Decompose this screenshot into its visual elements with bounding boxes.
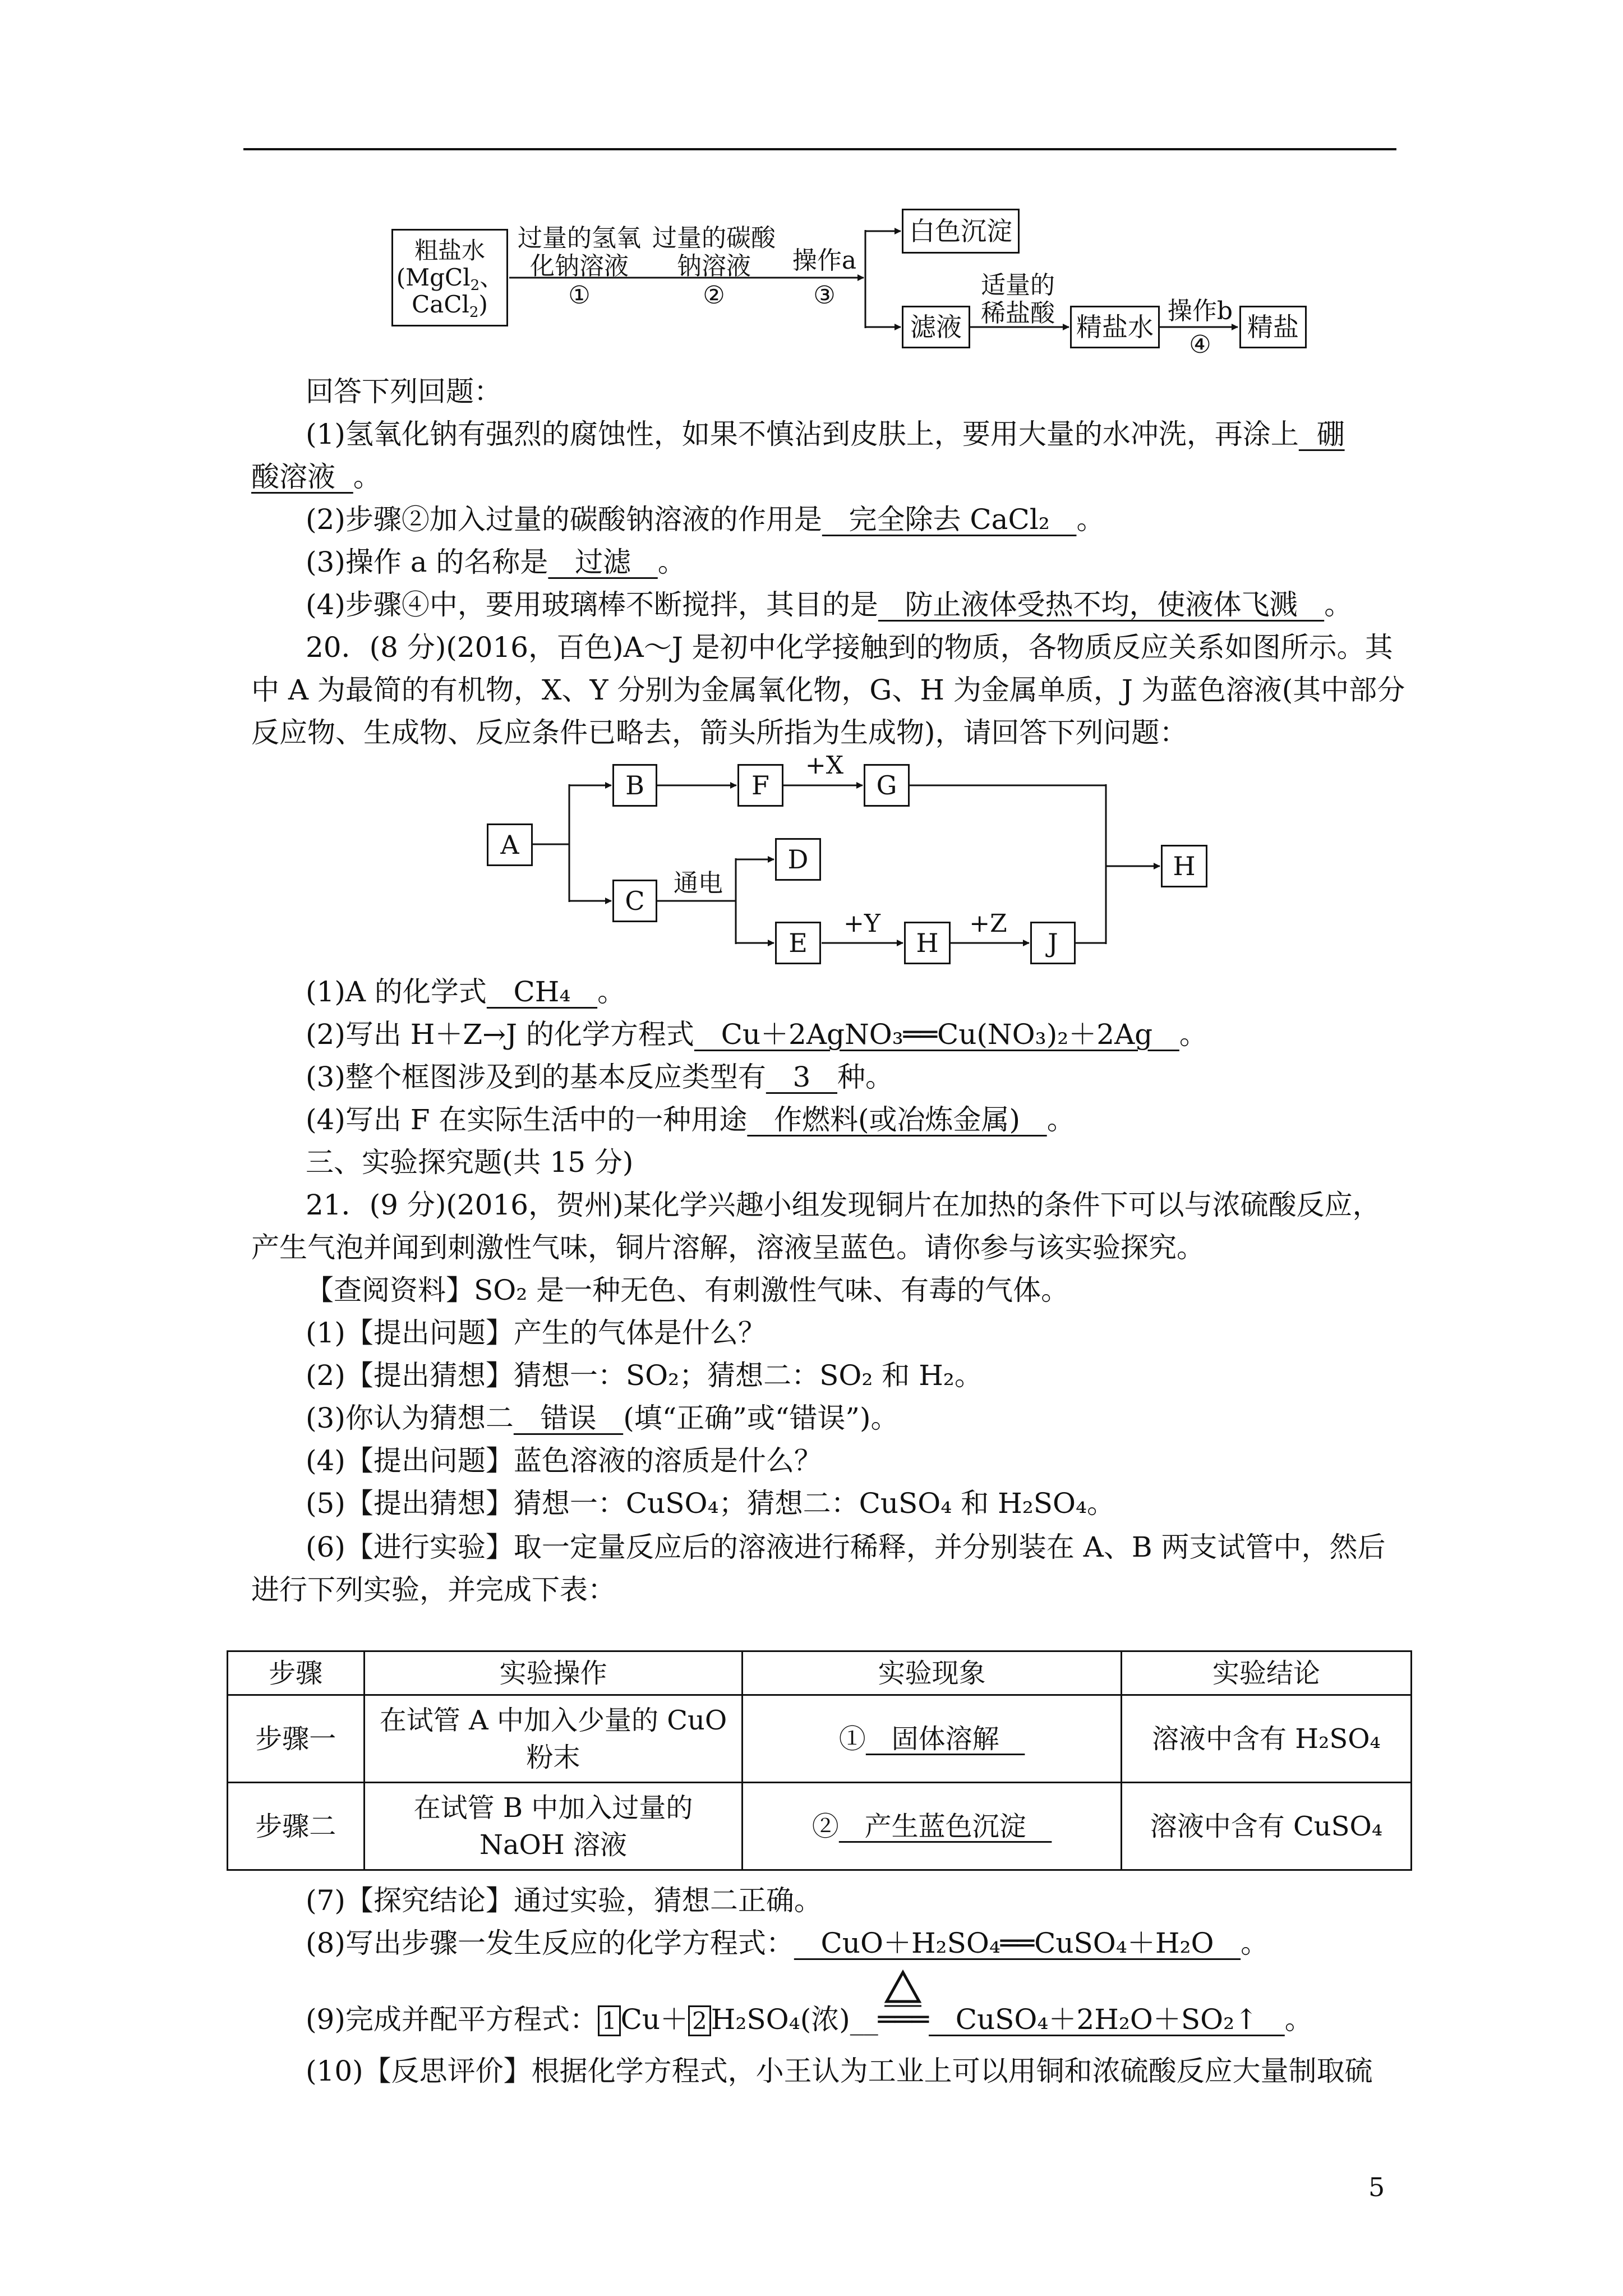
- row1-observation-answer: 固体溶解: [865, 1723, 1025, 1755]
- q21-s10: (10)【反思评价】根据化学方程式，小王认为工业上可以用铜和浓硫酸反应大量制取硫: [306, 2055, 1373, 2087]
- q19-p4-answer: 防止液体受热不均，使液体飞溅: [878, 588, 1325, 621]
- q20-a3-answer: 3: [766, 1061, 838, 1093]
- step4-operation-label: 操作b: [1167, 297, 1233, 325]
- q21-s6-line1: (6)【进行实验】取一定量反应后的溶液进行稀释，并分别装在 A、B 两支试管中，然后: [306, 1531, 1386, 1563]
- q20-a2: [306, 1018, 1207, 1051]
- brine-box: 精盐水: [1070, 306, 1160, 348]
- row1-observation: [743, 1695, 1121, 1783]
- step2-reagent-line1: 过量的碳酸: [652, 224, 776, 252]
- q20-a3-text: (3)整个框图涉及到的基本反应类型有: [306, 1061, 766, 1093]
- node-d: D: [775, 838, 821, 881]
- header-operation: 实验操作: [364, 1651, 743, 1695]
- step4-number: ④: [1189, 330, 1211, 359]
- q20-a4-answer: 作燃料(或冶炼金属): [747, 1103, 1047, 1136]
- q21-s9-cu: Cu＋: [620, 2003, 689, 2036]
- step1-number: ①: [568, 281, 591, 310]
- acid-reagent-line2: 稀盐酸: [981, 299, 1055, 328]
- edge-label-x: +X: [805, 751, 844, 780]
- q21-s9: [306, 2003, 1313, 2038]
- row2-operation-line1: 在试管 B 中加入过量的: [413, 1792, 693, 1824]
- q20-a1-end: 。: [597, 976, 626, 1008]
- raw-brine-label: 粗盐水: [414, 237, 485, 264]
- row1-observation-number: ①: [838, 1723, 866, 1755]
- q21-s9-text: (9)完成并配平方程式：: [306, 2003, 598, 2036]
- q21-info: 【查阅资料】SO₂ 是一种无色、有刺激性气味、有毒的气体。: [306, 1274, 1069, 1306]
- q21-s8-answer: CuO＋H₂SO₄══CuSO₄＋H₂O: [794, 1927, 1241, 1959]
- q19-p2-end: 。: [1076, 503, 1105, 536]
- q19-p1-answer-b: 酸溶液: [251, 461, 353, 493]
- filtrate-box: 滤液: [902, 306, 970, 348]
- q21-s3-answer: 错误: [513, 1402, 624, 1434]
- q20-stem-line3: 反应物、生成物、反应条件已略去，箭头所指为生成物)，请回答下列问题：: [251, 716, 1188, 749]
- q21-stem-line1: 21．(9 分)(2016，贺州)某化学兴趣小组发现铜片在加热的条件下可以与浓硫酸反应，: [306, 1189, 1381, 1221]
- q20-a4: [306, 1103, 1075, 1137]
- q19-p2-text: (2)步骤②加入过量的碳酸钠溶液的作用是: [306, 503, 822, 536]
- row2-observation-answer: 产生蓝色沉淀: [838, 1810, 1052, 1842]
- refined-salt-box: 精盐: [1239, 306, 1307, 348]
- q20-a3: [306, 1060, 893, 1094]
- node-e: E: [775, 922, 821, 964]
- node-a: A: [487, 823, 533, 866]
- q21-s9-end: 。: [1284, 2003, 1313, 2036]
- node-h-right: H: [1161, 845, 1207, 887]
- edge-label-electrolysis: 通电: [674, 869, 723, 898]
- row1-operation-line1: 在试管 A 中加入少量的 CuO: [379, 1704, 727, 1736]
- q21-s9-answer: CuSO₄＋2H₂O＋SO₂↑: [929, 2003, 1285, 2036]
- q19-intro: 回答下列回题：: [306, 375, 502, 408]
- q19-p4-text: (4)步骤④中，要用玻璃棒不断搅拌，其目的是: [306, 588, 878, 621]
- q20-a4-text: (4)写出 F 在实际生活中的一种用途: [306, 1103, 748, 1136]
- table-row: [228, 1695, 1412, 1783]
- row2-conclusion: 溶液中含有 CuSO₄: [1121, 1783, 1411, 1870]
- table-header-row: [228, 1651, 1412, 1695]
- node-b: B: [612, 764, 657, 807]
- row2-observation-number: ②: [811, 1810, 839, 1842]
- row1-operation-line2: 粉末: [526, 1741, 580, 1773]
- q20-a2-text: (2)写出 H＋Z→J 的化学方程式: [306, 1018, 694, 1051]
- table-row: [228, 1783, 1412, 1870]
- q20-a2-end: 。: [1179, 1018, 1207, 1051]
- step2-number: ②: [703, 281, 725, 310]
- acid-reagent-line1: 适量的: [981, 271, 1055, 300]
- header-step: 步骤: [228, 1651, 365, 1695]
- node-c: C: [612, 880, 657, 922]
- q20-a4-end: 。: [1046, 1103, 1075, 1136]
- white-precipitate-box: 白色沉淀: [902, 209, 1020, 254]
- q20-stem-line1: 20．(8 分)(2016，百色)A～J 是初中化学接触到的物质，各物质反应关系如图所示。其: [306, 631, 1393, 664]
- q19-p2-answer: 完全除去 CaCl₂: [822, 503, 1077, 536]
- q21-s3: [306, 1401, 898, 1435]
- step1-reagent-line1: 过量的氢氧: [518, 224, 641, 252]
- step1-reagent-line2: 化钠溶液: [530, 252, 629, 280]
- edge-label-z: +Z: [969, 909, 1007, 938]
- q21-s3-text: (3)你认为猜想二: [306, 1402, 514, 1434]
- q19-p4-end: 。: [1324, 588, 1353, 621]
- q21-s7: (7)【探究结论】通过实验，猜想二正确。: [306, 1884, 822, 1917]
- node-h-middle: H: [904, 922, 951, 964]
- row1-conclusion: 溶液中含有 H₂SO₄: [1121, 1695, 1411, 1783]
- q20-a1-text: (1)A 的化学式: [306, 976, 487, 1008]
- row1-step: 步骤一: [228, 1695, 365, 1783]
- raw-brine-formula-1: (MgCl$_2$、: [396, 264, 504, 294]
- q21-s8: [306, 1926, 1269, 1960]
- step3-operation-label: 操作a: [792, 246, 857, 275]
- q19-p1-end: 。: [353, 461, 381, 493]
- q21-s3-end: (填“正确”或“错误”)。: [623, 1402, 899, 1434]
- step2-reagent-line2: 钠溶液: [677, 252, 751, 280]
- page-number: 5: [1368, 2172, 1385, 2202]
- node-f: F: [737, 764, 783, 807]
- q19-p3-end: 。: [657, 546, 686, 578]
- q20-stem-line2: 中 A 为最简的有机物，X、Y 分别为金属氧化物，G、H 为金属单质，J 为蓝色溶液(其中部分: [251, 674, 1405, 706]
- step3-number: ③: [813, 281, 836, 310]
- q21-s1: (1)【提出问题】产生的气体是什么？: [306, 1317, 766, 1349]
- q19-p3-answer: 过滤: [548, 546, 658, 578]
- raw-brine-formula-2: CaCl$_2$): [412, 291, 488, 321]
- header-conclusion: 实验结论: [1121, 1651, 1411, 1695]
- edge-label-y: +Y: [843, 909, 880, 938]
- node-j: J: [1030, 922, 1076, 964]
- q21-s9-acid: H₂SO₄(浓)__: [711, 2003, 878, 2036]
- row2-step: 步骤二: [228, 1783, 365, 1870]
- q21-s8-end: 。: [1241, 1927, 1269, 1959]
- q21-s9-coef1: 1: [598, 2005, 621, 2036]
- row2-operation: [364, 1783, 743, 1870]
- q19-p1-answer-a: 硼: [1298, 418, 1345, 450]
- q19-p3-text: (3)操作 a 的名称是: [306, 546, 548, 578]
- q21-s4: (4)【提出问题】蓝色溶液的溶质是什么？: [306, 1444, 822, 1477]
- q21-s6-line2: 进行下列实验，并完成下表：: [251, 1573, 616, 1606]
- row1-operation: [364, 1695, 743, 1783]
- q20-a1-answer: CH₄: [486, 976, 598, 1008]
- header-observation: 实验现象: [743, 1651, 1121, 1695]
- q20-a1: [306, 975, 625, 1009]
- q21-s2: (2)【提出猜想】猜想一：SO₂；猜想二：SO₂ 和 H₂。: [306, 1359, 983, 1392]
- experiment-table: [227, 1650, 1412, 1871]
- q21-stem-line2: 产生气泡并闻到刺激性气味，铜片溶解，溶液呈蓝色。请你参与该实验探究。: [251, 1231, 1205, 1264]
- q21-s8-text: (8)写出步骤一发生反应的化学方程式：: [306, 1927, 794, 1959]
- row2-operation-line2: NaOH 溶液: [479, 1829, 628, 1861]
- q20-a3-end: 种。: [837, 1061, 894, 1093]
- q21-s9-equals: ═══: [878, 2003, 929, 2036]
- row2-observation: [743, 1783, 1121, 1870]
- q21-s9-coef2: 2: [688, 2005, 711, 2036]
- q20-a2-answer: Cu＋2AgNO₃══Cu(NO₃)₂＋2Ag: [694, 1018, 1179, 1051]
- q21-s5: (5)【提出猜想】猜想一：CuSO₄；猜想二：CuSO₄ 和 H₂SO₄。: [306, 1487, 1115, 1520]
- section3-title: 三、实验探究题(共 15 分): [306, 1146, 634, 1179]
- node-g: G: [864, 764, 910, 807]
- q19-p1-text: (1)氢氧化钠有强烈的腐蚀性，如果不慎沾到皮肤上，要用大量的水冲洗，再涂上: [306, 418, 1299, 450]
